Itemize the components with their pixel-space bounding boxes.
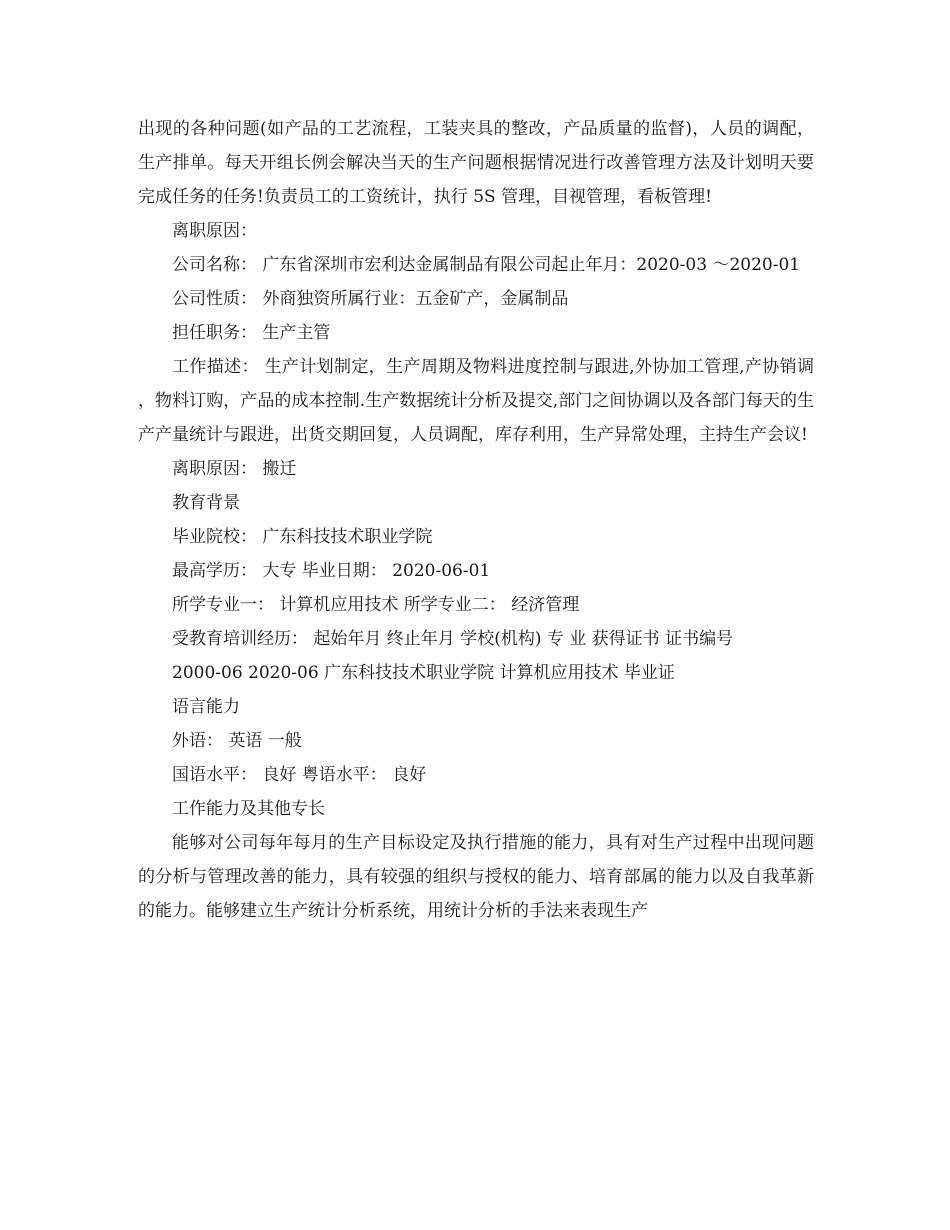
job2-leave-reason: 离职原因： 搬迁 bbox=[172, 459, 297, 479]
job2-position-line: 担任职务： 生产主管 bbox=[172, 323, 331, 343]
job1-description-continued: 出现的各种问题(如产品的工艺流程，工装夹具的整改，产品质量的监督)，人员的调配，生产排单。每天开组长例会解决当天的生产问题根据情况进行改善管理方法及计划明天要完成任务的任务!负责员工的工资统计，执行 5S 管理，目视管理，看板管理! bbox=[138, 119, 814, 207]
education-school-line: 毕业院校： 广东科技技术职业学院 bbox=[172, 527, 433, 547]
language-heading: 语言能力 bbox=[172, 697, 240, 717]
job2-company-line: 公司名称： 广东省深圳市宏利达金属制品有限公司起止年月：2020-03 ～2020-01 bbox=[172, 255, 801, 275]
education-training-row: 2000-06 2020-06 广东科技技术职业学院 计算机应用技术 毕业证 bbox=[172, 663, 675, 683]
education-training-header: 受教育培训经历： 起始年月 终止年月 学校(机构) 专 业 获得证书 证书编号 bbox=[172, 629, 734, 649]
job2-nature-line: 公司性质： 外商独资所属行业：五金矿产，金属制品 bbox=[172, 289, 569, 309]
education-heading: 教育背景 bbox=[172, 493, 240, 513]
skills-heading: 工作能力及其他专长 bbox=[172, 799, 325, 819]
language-dialect-line: 国语水平： 良好 粤语水平： 良好 bbox=[172, 765, 427, 785]
language-foreign-line: 外语： 英语 一般 bbox=[172, 731, 302, 751]
education-major-line: 所学专业一： 计算机应用技术 所学专业二： 经济管理 bbox=[172, 595, 580, 615]
resume-body bbox=[138, 112, 814, 928]
job1-leave-reason: 离职原因： bbox=[172, 221, 257, 241]
skills-text: 能够对公司每年每月的生产目标设定及执行措施的能力，具有对生产过程中出现问题的分析与管理改善的能力，具有较强的组织与授权的能力、培育部属的能力以及自我革新的能力。能够建立生产统计分析系统，用统计分析的手法来表现生产 bbox=[138, 833, 814, 921]
education-degree-line: 最高学历： 大专 毕业日期： 2020-06-01 bbox=[172, 561, 491, 581]
job2-description: 工作描述： 生产计划制定，生产周期及物料进度控制与跟进,外协加工管理,产协销调 ，物料订购，产品的成本控制.生产数据统计分析及提交,部门之间协调以及各部门每天的生产产量统计与跟进，出货交期回复，人员调配，库存利用，生产异常处理，主持生产会议! bbox=[138, 357, 814, 445]
